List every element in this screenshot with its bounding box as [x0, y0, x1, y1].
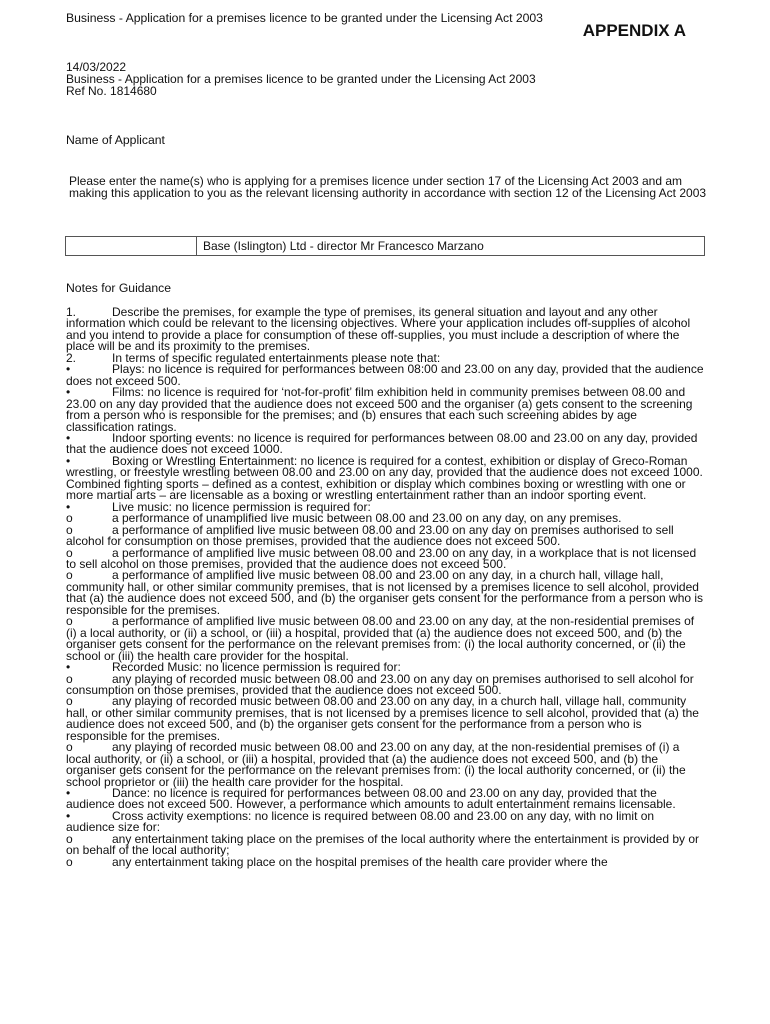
guidance-item-text: any playing of recorded music between 08.00 and 23.00 on any day, in a church hall, village hall, community hall, or other similar community premises, that is not licensed by a premises licence to sell alcohol, provided that (a) the audience does not exceed 500, and (b) the organiser gets consent for the performance from a person who is responsible for the premises. [66, 694, 699, 743]
guidance-item-marker: 1. [66, 305, 77, 319]
guidance-item-marker: • [66, 453, 71, 468]
guidance-item-marker: o [66, 694, 73, 709]
running-header: Business - Application for a premises licence to be granted under the Licensing Act 2003 [66, 11, 543, 25]
guidance-item-marker: • [66, 660, 71, 675]
guidance-item-text: Recorded Music: no licence permission is required for: [112, 660, 401, 675]
guidance-item-marker: • [66, 385, 71, 400]
guidance-item-text: Dance: no licence is required for performances between 08.00 and 23.00 on any day, provided that the audience does not exceed 500. However, a performance which amounts to adult entertainment remains licensable. [66, 786, 676, 812]
guidance-item-text: In terms of specific regulated entertainments please note that: [112, 350, 441, 365]
guidance-item [66, 671, 706, 697]
guidance-item-text: Boxing or Wrestling Entertainment: no licence is required for a contest, exhibition or display of Greco-Roman wrestling, or freestyle wrestling between 08.00 and 23.00 on any day, provided that the audience does not exceed 1000. Combined fighting sports – defined as a contest, exhibition or display which combines boxing or wrestling with one or more martial arts – are licensable as a boxing or wrestling entertainment rather than an indoor sporting event. [66, 453, 703, 503]
guidance-item [66, 430, 706, 457]
guidance-item-marker: • [66, 786, 71, 801]
guidance-item-marker: 2. [66, 350, 77, 365]
guidance-item [66, 788, 706, 811]
applicant-instruction: Please enter the name(s) who is applying for a premises licence under section 17 of the Licensing Act 2003 and am making this application to you as the relevant licensing authority in accordance with section 12 of the Licensing Act 2003 [69, 174, 707, 201]
guidance-item-text: a performance of amplified live music between 08.00 and 23.00 on any day, at the non-residential premises of (i) a local authority, or (ii) a school, or (iii) a hospital, provided that (a) the audience does not exceed 500, and (b) the organiser gets consent for the performance on the relevant premises from: (i) the local authority concerned, or (ii) the school or (iii) the health care provider for the hospital. [66, 614, 695, 663]
guidance-item [66, 742, 706, 788]
guidance-item-marker: o [66, 614, 73, 629]
guidance-item-text: a performance of amplified live music between 08.00 and 23.00 on any day, in a workplace that is not licensed to sell alcohol on those premises, provided that the audience does not exceed 500. [66, 545, 697, 571]
guidance-item-text: a performance of unamplified live music between 08.00 and 23.00 on any day, on any premises. [112, 511, 622, 526]
guidance-item-marker: o [66, 511, 73, 526]
guidance-item [66, 854, 706, 869]
guidance-item-text: Films: no licence is required for ‘not-for-profit’ film exhibition held in community premises between 08.00 and 23.00 on any day provided that the audience does not exceed 500 and the organiser (a) gets consent to the screening from a person who is responsible for the premises; and (b) ensures that each such screening abides by age classification ratings. [66, 385, 693, 434]
guidance-item-marker: o [66, 522, 73, 537]
applicant-label-cell [66, 237, 197, 255]
form-meta [66, 61, 536, 98]
guidance-item-text: Indoor sporting events: no licence is required for performances between 08.00 and 23.00 on any day, provided that the audience does not exceed 1000. [66, 430, 698, 457]
guidance-item [66, 545, 706, 571]
applicant-heading: Name of Applicant [66, 133, 165, 147]
guidance-item-text: Cross activity exemptions: no licence is required between 08.00 and 23.00 on any day, with no limit on audience size for: [66, 808, 655, 835]
form-date: 14/03/2022 [66, 60, 127, 74]
guidance-notes [66, 307, 706, 868]
guidance-item-text: any playing of recorded music between 08.00 and 23.00 on any day on premises authorised to sell alcohol for consumption on those premises, provided that the audience does not exceed 500. [66, 671, 694, 697]
guidance-item-text: any entertainment taking place on the hospital premises of the health care provider where the [112, 854, 608, 869]
guidance-item-marker: o [66, 671, 73, 686]
guidance-item-marker: o [66, 568, 73, 583]
guidance-item-text: a performance of amplified live music between 08.00 and 23.00 on any day, in a church hall, village hall, community hall, or other similar community premises, that is not licensed by a premises licence to sell alcohol, provided that (a) the audience does not exceed 500, and (b) the organiser gets consent for the performance from a person who is responsible for the premises. [66, 568, 704, 617]
guidance-item [66, 453, 706, 503]
guidance-item [66, 808, 706, 835]
guidance-item [66, 831, 706, 858]
guidance-item-marker: • [66, 362, 71, 377]
guidance-item-text: any entertainment taking place on the premises of the local authority where the entertainment is provided by or on behalf of the local authority; [66, 831, 699, 858]
guidance-item-marker: o [66, 740, 73, 755]
form-title: Business - Application for a premises licence to be granted under the Licensing Act 2003 [66, 72, 536, 87]
reference-number: Ref No. 1814680 [66, 84, 157, 99]
guidance-item-text: Describe the premises, for example the type of premises, its general situation and layout and any other information which could be relevant to the licensing objectives. Where your application includes off-supplies of alcohol and you intend to provide a place for consumption of these off-supplies, you must include a description of where the place will be and its proximity to the premises. [66, 305, 691, 354]
guidance-item-marker: o [66, 831, 73, 846]
guidance-item-marker: • [66, 808, 71, 823]
guidance-item [66, 616, 706, 662]
applicant-name-table [65, 236, 705, 256]
appendix-label: APPENDIX A [582, 21, 686, 40]
guidance-item [66, 522, 706, 549]
guidance-item-text: Live music: no licence permission is required for: [112, 499, 371, 514]
guidance-item-text: Plays: no licence is required for performances between 08:00 and 23.00 on any day, provided that the audience does not exceed 500. [66, 362, 704, 388]
guidance-item [66, 364, 706, 387]
guidance-item-marker: • [66, 499, 71, 514]
guidance-item-text: any playing of recorded music between 08.00 and 23.00 on any day, at the non-residential premises of (i) a local authority, or (ii) a school, or (iii) a hospital, provided that (a) the audience does not exceed 500, and (b) the organiser gets consent for the performance on the relevant premises from: (i) the local authority concerned, or (ii) the school proprietor or (iii) the health care provider for the hospital. [66, 740, 686, 789]
guidance-item-marker: • [66, 430, 71, 445]
guidance-item [66, 696, 706, 742]
guidance-item [66, 307, 706, 353]
guidance-item-marker: o [66, 545, 73, 560]
guidance-item [66, 387, 706, 433]
applicant-name-value: Base (Islington) Ltd - director Mr Francesco Marzano [203, 239, 484, 253]
guidance-item-marker: o [66, 854, 73, 869]
guidance-item-text: a performance of amplified live music between 08.00 and 23.00 on any day on premises authorised to sell alcohol for consumption on those premises, provided that the audience does not exceed 500. [66, 522, 674, 549]
guidance-heading: Notes for Guidance [66, 281, 172, 295]
guidance-item [66, 570, 706, 616]
